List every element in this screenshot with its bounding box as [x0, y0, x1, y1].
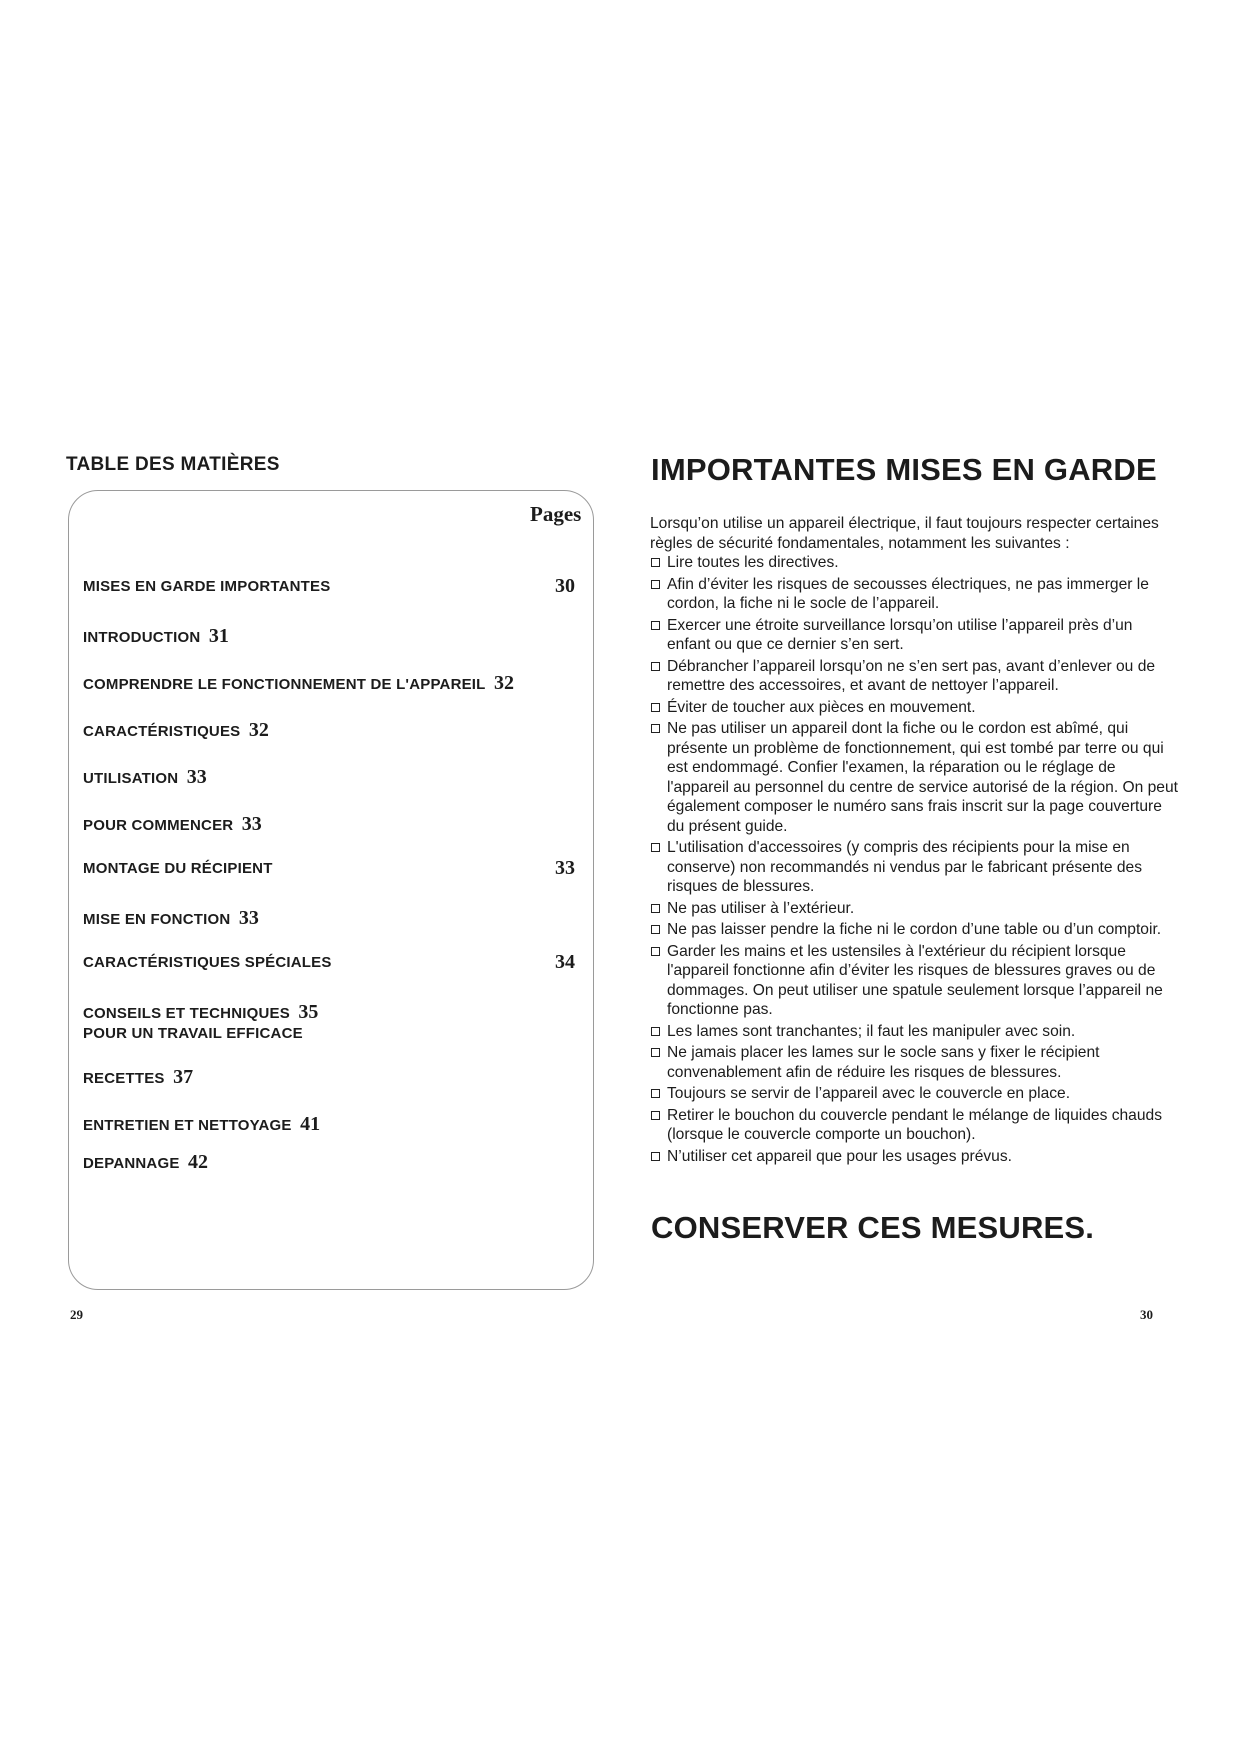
toc-item-label: POUR COMMENCER [83, 817, 234, 834]
safeguards-intro: Lorsqu’on utilise un appareil électrique, il faut toujours respecter certaines règles de sécurité fondamentales, notamment les suivantes : [650, 515, 1159, 552]
checkbox-icon [651, 1152, 660, 1161]
checkbox-icon [651, 724, 660, 733]
checkbox-icon [651, 947, 660, 956]
safeguard-text: Afin d’éviter les risques de secousses électriques, ne pas immerger le cordon, la fiche ni le socle de l’appareil. [667, 575, 1149, 612]
checkbox-icon [651, 1111, 660, 1120]
toc-item-label: MISE EN FONCTION [83, 911, 231, 928]
safeguard-item [650, 1043, 1180, 1082]
safeguard-item [650, 1084, 1180, 1104]
toc-item-label: MONTAGE DU RÉCIPIENT [83, 860, 273, 877]
toc-item-page: 42 [188, 1151, 208, 1173]
safeguard-item [650, 616, 1180, 655]
toc-item-label: DEPANNAGE [83, 1155, 180, 1172]
checkbox-icon [651, 843, 660, 852]
checkbox-icon [651, 925, 660, 934]
safeguard-text: Exercer une étroite surveillance lorsqu’on utilise l’appareil près d’un enfant ou que ce dernier s’en sert. [667, 616, 1133, 653]
checkbox-icon [651, 1048, 660, 1057]
toc-item [83, 857, 578, 879]
safeguard-item [650, 1106, 1180, 1145]
safeguard-text: Toujours se servir de l’appareil avec le couvercle en place. [667, 1085, 1071, 1102]
safeguard-text: Ne pas utiliser un appareil dont la fiche ou le cordon est abîmé, qui présente un problème de fonctionnement, qui est tombé par terre ou qui est endommagé. Confier l'examen, la réparation ou le réglage de l'appareil au personnel du centre de service autorisé de la région. On peut également composer le numéro sans frais inscrit sur la page couverture du présent guide. [667, 720, 1178, 835]
toc-item [83, 951, 578, 973]
toc-item-sublabel: POUR UN TRAVAIL EFFICACE [83, 1025, 303, 1042]
toc-item-label: RECETTES [83, 1070, 165, 1087]
toc-item [83, 766, 578, 789]
safeguard-item [650, 698, 1180, 718]
toc-item-label: CARACTÉRISTIQUES SPÉCIALES [83, 954, 332, 971]
toc-item-page: 34 [555, 951, 575, 973]
toc-item-page: 35 [298, 1001, 319, 1023]
toc-item [83, 625, 578, 648]
safeguard-text: Ne pas laisser pendre la fiche ni le cordon d’une table ou d’un comptoir. [667, 921, 1162, 938]
toc-item-page: 37 [173, 1066, 194, 1088]
safeguard-text: L'utilisation d'accessoires (y compris des récipients pour la mise en conserve) non recommandés ni vendus par le fabricant présente des risques de blessures. [667, 839, 1143, 895]
toc-item-label: ENTRETIEN ET NETTOYAGE [83, 1117, 292, 1134]
toc-item [83, 575, 578, 597]
toc-item [83, 1066, 578, 1089]
toc-pages-header: Pages [530, 502, 582, 526]
safeguard-item [650, 1147, 1180, 1167]
toc-item [83, 1151, 578, 1174]
safeguard-text: Débrancher l’appareil lorsqu’on ne s’en sert pas, avant d’enlever ou de remettre des accessoires, et avant de nettoyer l’appareil. [667, 657, 1156, 694]
safeguard-text: Lire toutes les directives. [667, 554, 839, 571]
safeguard-item [650, 553, 1180, 573]
safeguard-item [650, 1022, 1180, 1042]
checkbox-icon [651, 904, 660, 913]
safeguard-text: Ne pas utiliser à l’extérieur. [667, 899, 855, 917]
toc-item-label: UTILISATION [83, 770, 179, 787]
checkbox-icon [651, 1027, 660, 1036]
safeguard-item [650, 838, 1180, 897]
page-number-right: 30 [1140, 1307, 1153, 1322]
safeguard-item [650, 920, 1180, 940]
toc-item [83, 672, 578, 695]
toc-item [83, 907, 578, 930]
safeguard-item [650, 719, 1180, 836]
toc-item-label: CONSEILS ET TECHNIQUES [83, 1005, 290, 1022]
toc-item [83, 1113, 578, 1136]
safeguard-text: Les lames sont tranchantes; il faut les manipuler avec soin. [667, 1022, 1076, 1040]
toc-item-page: 33 [241, 813, 262, 835]
toc-item-label: CARACTÉRISTIQUES [83, 723, 241, 740]
safeguard-item [650, 942, 1180, 1020]
checkbox-icon [651, 558, 660, 567]
toc-item-page: 33 [238, 907, 259, 929]
safeguard-item [650, 899, 1180, 919]
checkbox-icon [651, 621, 660, 630]
toc-item [83, 719, 578, 742]
safeguard-text: Garder les mains et les ustensiles à l'extérieur du récipient lorsque l'appareil fonctionne afin d’éviter les risques de blessures graves ou de dommages. On peut utiliser une spatule seulement lorsque l’appareil ne fonctionne pas. [667, 942, 1163, 1018]
safeguard-text: N’utiliser cet appareil que pour les usages prévus. [667, 1147, 1012, 1165]
toc-title: TABLE DES MATIÈRES [66, 454, 280, 475]
checkbox-icon [651, 703, 660, 712]
checkbox-icon [651, 662, 660, 671]
toc-item-page: 31 [208, 625, 229, 647]
safeguards-list [650, 553, 1180, 1168]
checkbox-icon [651, 1089, 660, 1098]
toc-item [83, 1001, 578, 1042]
safeguards-title: IMPORTANTES MISES EN GARDE [651, 452, 1157, 487]
toc-item [83, 813, 578, 836]
toc-item-page: 32 [493, 672, 514, 694]
toc-item-label: INTRODUCTION [83, 629, 201, 646]
safeguard-text: Ne jamais placer les lames sur le socle sans y fixer le récipient convenablement afin de réduire les risques de blessures. [667, 1044, 1100, 1081]
toc-item-label: MISES EN GARDE IMPORTANTES [83, 578, 331, 595]
safeguard-text: Éviter de toucher aux pièces en mouvement. [667, 698, 976, 716]
toc-item-label: COMPRENDRE LE FONCTIONNEMENT DE L'APPAREIL [83, 676, 486, 693]
safeguard-text: Retirer le bouchon du couvercle pendant le mélange de liquides chauds (lorsque le couvercle comporte un bouchon). [667, 1106, 1162, 1143]
toc-item-page: 32 [248, 719, 269, 741]
toc-item-page: 33 [555, 857, 575, 879]
safeguards-footer-title: CONSERVER CES MESURES. [651, 1210, 1095, 1245]
toc-item-page: 41 [300, 1113, 321, 1135]
toc-item-page: 33 [186, 766, 207, 788]
safeguard-item [650, 657, 1180, 696]
page-number-left: 29 [70, 1307, 83, 1322]
toc-item-page: 30 [555, 575, 575, 597]
checkbox-icon [651, 580, 660, 589]
safeguard-item [650, 575, 1180, 614]
